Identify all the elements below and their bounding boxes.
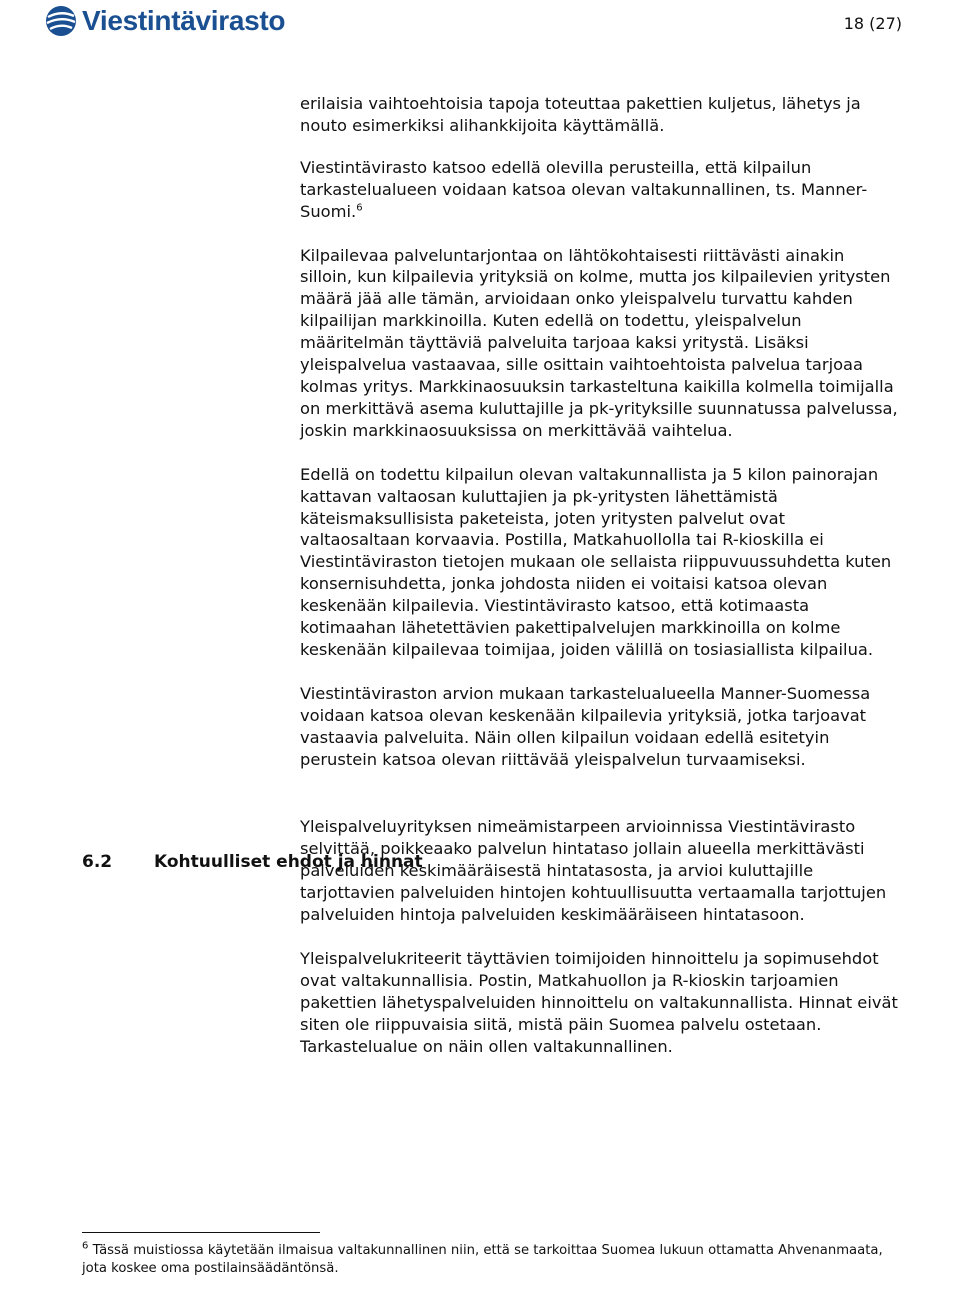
footnote-divider (82, 1232, 320, 1233)
body-text (300, 93, 900, 1080)
footnote-reference: 6 (356, 202, 363, 214)
footnote-text: Tässä muistiossa käytetään ilmaisua valtakunnallinen niin, että se tarkoittaa Suomea lukuun ottamatta Ahvenanmaata, jota koskee oma postilainsäädäntönsä. (82, 1243, 883, 1276)
section-number: 6.2 (82, 852, 113, 872)
logo-globe-icon (44, 4, 78, 38)
paragraph (300, 157, 900, 223)
paragraph: Edellä on todettu kilpailun olevan valtakunnallista ja 5 kilon painorajan kattavan valtaosan kuluttajien ja pk-yritysten lähettämistä käteismaksullisista paketeista, joten yritysten palvelut ovat valtaosaltaan korvaavia. Postilla, Matkahuollolla tai R-kioskilla ei Viestintäviraston tietojen mukaan ole sellaista riippuvuussuhdetta kuten konsernisuhdetta, jonka johdosta niiden ei voitaisi katsoa olevan keskenään kilpailevia. Viestintävirasto katsoo, että kotimaasta kotimaahan lähetettävien pakettipalvelujen markkinoilla on kolme keskenään kilpailevaa toimijaa, joiden välillä on tosiasiallista kilpailua. (300, 464, 892, 659)
page-number: 18 (27) (843, 14, 902, 33)
footnote-marker: 6 (82, 1240, 89, 1252)
logo-text: Viestintävirasto (82, 5, 286, 36)
paragraph: Kilpailevaa palveluntarjontaa on lähtökohtaisesti riittävästi ainakin silloin, kun kilpailevia yrityksiä on kolme, mutta jos kilpailevien yritysten määrä jää alle tämän, arvioidaan onko yleispalvelu turvattu kahden kilpailijan markkinoilla. Kuten edellä on todettu, yleispalvelun määritelmän täyttäviä palveluita tarjoaa kaksi yritystä. Lisäksi yleispalvelua vastaavaa, sille osittain vaihtoehtoista palvelua tarjoaa kolmas yritys. Markkinaosuuksin tarkasteltuna kaikilla kolmella toimijalla on merkittävä asema kuluttajille ja pk-yrityksille suunnatussa palvelussa, joskin markkinaosuuksissa on merkittävää vaihtelua. (300, 245, 898, 440)
footnote (82, 1242, 902, 1278)
logo (44, 4, 285, 38)
paragraph: Yleispalvelukriteerit täyttävien toimijoiden hinnoittelu ja sopimusehdot ovat valtakunnallisia. Postin, Matkahuollon ja R-kioskin tarjoamien pakettien lähetyspalveluiden hinnoittelu on valtakunnallista. Hinnat eivät siten ole riippuvaisia siitä, mistä päin Suomea palvelu ostetaan. Tarkastelualue on näin ollen valtakunnallinen. (300, 949, 898, 1056)
section-title: Kohtuulliset ehdot ja hinnat (154, 852, 423, 872)
paragraph-text: Viestintävirasto katsoo edellä olevilla perusteilla, että kilpailun tarkastelualueen voidaan katsoa olevan valtakunnallinen, ts. Manner-Suomi. (300, 157, 868, 221)
paragraph: erilaisia vaihtoehtoisia tapoja toteuttaa pakettien kuljetus, lähetys ja nouto esimerkiksi alihankkijoita käyttämällä. (300, 94, 861, 135)
paragraph: Yleispalveluyrityksen nimeämistarpeen arvioinnissa Viestintävirasto selvittää, poikkeaako palvelun hintataso jollain alueella merkittävästi palveluiden keskimääräisestä hintatasosta, ja arvioi kuluttajille tarjottavien palveluiden hintojen kohtuullisuutta vertaamalla tarjottujen palveluiden hintoja palveluiden keskimääräiseen hintatasoon. (300, 817, 887, 925)
paragraph: Viestintäviraston arvion mukaan tarkastelualueella Manner-Suomessa voidaan katsoa olevan keskenään kilpailevia yrityksiä, jotka tarjoavat vastaavia palveluita. Näin ollen kilpailun voidaan edellä esitetyin perustein katsoa olevan riittävää yleispalvelun turvaamiseksi. (300, 683, 871, 769)
